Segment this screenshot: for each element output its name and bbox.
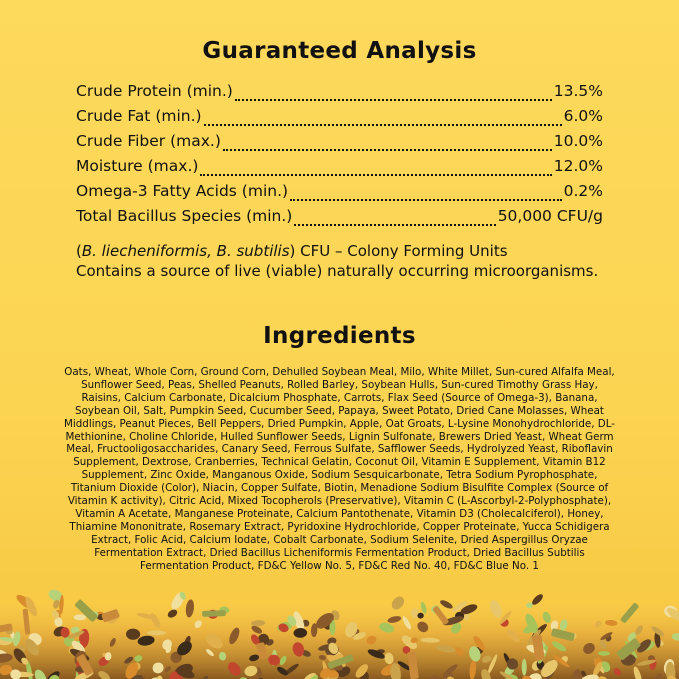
analysis-label: Crude Fat (min.) (76, 107, 202, 125)
analysis-row (76, 132, 603, 157)
seed (74, 614, 86, 620)
dot-leader (290, 199, 562, 201)
seed (526, 602, 533, 608)
ingredients-list: Oats, Wheat, Whole Corn, Ground Corn, Dehulled Soybean Meal, Milo, White Millet, Sun-cured Alfalfa Meal, Sunflower Seed, Peas, Shelled Peanuts, Rolled Barley, Soybean Hulls, Sun-cured Timothy Grass Hay, Raisins, Calcium Carbonate, Dicalcium Phosphate, Carrots, Flax Seed (Source of Omega-3), Banana, Soybean Oil, Salt, Pumpkin Seed, Cucumber Seed, Papaya, Sweet Potato, Dried Cane Molasses, Wheat Middlings, Peanut Pieces, Bell Peppers, Dried Pumpkin, Apple, Oat Groats, L-Lysine Monohydrochloride, DL-Methionine, Choline Chloride, Hulled Sunflower Seeds, Lignin Sulfonate, Brewers Dried Yeast, Wheat Germ Meal, Fructooligosaccharides, Canary Seed, Ferrous Sulfate, Safflower Seeds, Hydrolyzed Yeast, Riboflavin Supplement, Dextrose, Cranberries, Technical Gelatin, Coconut Oil, Vitamin E Supplement, Vitamin B12 Supplement, Zinc Oxide, Manganous Oxide, Sodium Sesquicarbonate, Tetra Sodium Pyrophosphate, Titanium Dioxide (Color), Niacin, Copper Sulfate, Biotin, Menadione Sodium Bisulfite Complex (Source of Vitamin K activity), Citric Acid, Mixed Tocopherols (Preservative), Vitamin C (L-Ascorbyl-2-Polyphosphate), Vitamin A Acetate, Manganese Proteinate, Calcium Pantothenate, Vitamin D3 (Cholecalciferol), Honey, Thiamine Mononitrate, Rosemary Extract, Pyridoxine Hydrochloride, Copper Proteinate, Yucca Schidigera Extract, Folic Acid, Calcium Iodate, Cobalt Carbonate, Sodium Selenite, Dried Aspergillus Oryzae Fermentation Extract, Dried Bacillus Licheniformis Fermentation Product, Dried Bacillus Subtilis Fermentation Product, FD&C Yellow No. 5, FD&C Red No. 40, FD&C Blue No. 1 (64, 366, 615, 572)
analysis-label: Moisture (max.) (76, 157, 199, 175)
analysis-row (76, 107, 603, 132)
note-species: B. liecheniformis, B. subtilis (81, 242, 290, 260)
guaranteed-analysis-title: Guaranteed Analysis (202, 38, 477, 64)
dot-leader (200, 174, 551, 176)
analysis-value: 6.0% (563, 107, 603, 125)
seed-mix-illustration (0, 575, 679, 679)
analysis-value: 50,000 CFU/g (497, 207, 603, 225)
dot-leader (294, 224, 495, 226)
analysis-row (76, 207, 603, 232)
pellet (202, 610, 226, 617)
analysis-value: 13.5% (553, 82, 603, 100)
note-open-paren: ( (76, 242, 82, 260)
analysis-label: Crude Fiber (max.) (76, 132, 221, 150)
analysis-value: 10.0% (553, 132, 603, 150)
dot-leader (235, 99, 552, 101)
dot-leader (223, 149, 552, 151)
analysis-value: 0.2% (563, 182, 603, 200)
analysis-row (76, 157, 603, 182)
analysis-label: Total Bacillus Species (min.) (76, 207, 293, 225)
analysis-row (76, 182, 603, 207)
analysis-label: Crude Protein (min.) (76, 82, 233, 100)
analysis-row (76, 82, 603, 107)
seed (522, 659, 527, 676)
ingredients-title: Ingredients (263, 323, 416, 349)
analysis-label: Omega-3 Fatty Acids (min.) (76, 182, 289, 200)
dot-leader (204, 124, 562, 126)
cfu-note (76, 242, 616, 281)
seed (147, 630, 166, 635)
analysis-value: 12.0% (553, 157, 603, 175)
note-live-microorganisms: Contains a source of live (viable) naturally occurring microorganisms. (76, 261, 599, 280)
analysis-table (76, 82, 603, 232)
note-cfu-definition: ) CFU – Colony Forming Units (289, 242, 508, 260)
